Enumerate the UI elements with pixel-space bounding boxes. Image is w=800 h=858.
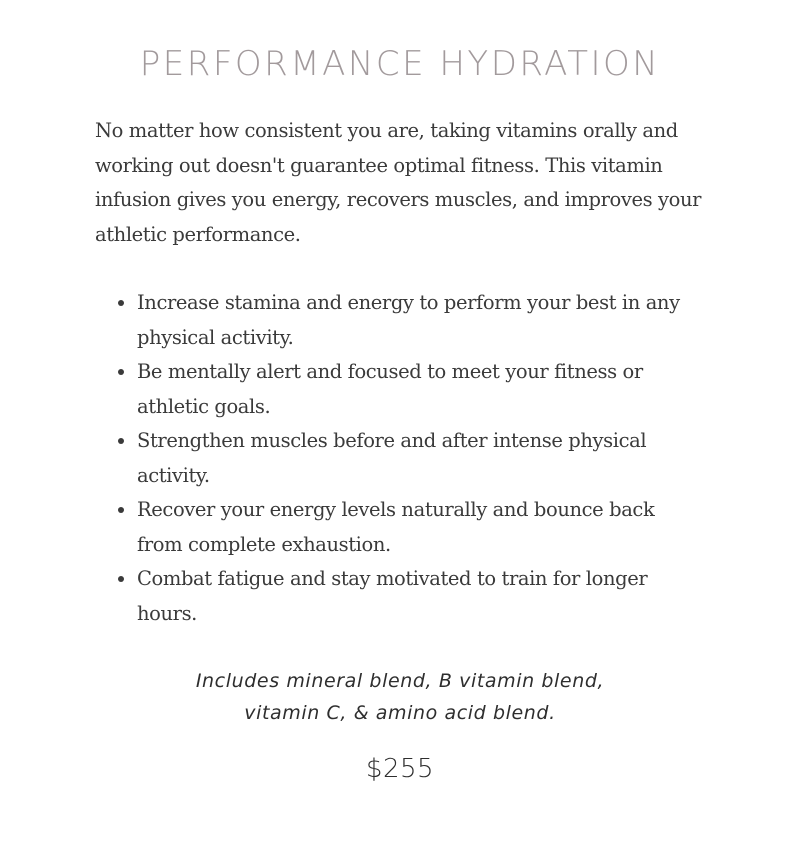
ingredients-line-1: Includes mineral blend, B vitamin blend, (195, 670, 605, 692)
ingredients-line-2: vitamin C, & amino acid blend. (244, 702, 556, 724)
ingredients-note (95, 665, 705, 729)
product-description: No matter how consistent you are, taking vitamins orally and working out doesn't guarantee optimal fitness. This vitamin infusion gives you energy, recovers muscles, and improves your athletic performance. (95, 119, 702, 246)
benefits-list (95, 286, 705, 631)
benefit-item: • Recover your energy levels naturally and bounce back from complete exhaustion. (137, 493, 705, 562)
benefit-item: • Combat fatigue and stay motivated to train for longer hours. (137, 562, 705, 631)
benefit-item: • Strengthen muscles before and after intense physical activity. (137, 424, 705, 493)
product-price: $255 (365, 754, 435, 784)
benefit-item: • Increase stamina and energy to perform your best in any physical activity. (137, 286, 705, 355)
product-section (95, 0, 705, 787)
benefit-item: • Be mentally alert and focused to meet your fitness or athletic goals. (137, 355, 705, 424)
product-title: PERFORMANCE HYDRATION (139, 44, 661, 84)
